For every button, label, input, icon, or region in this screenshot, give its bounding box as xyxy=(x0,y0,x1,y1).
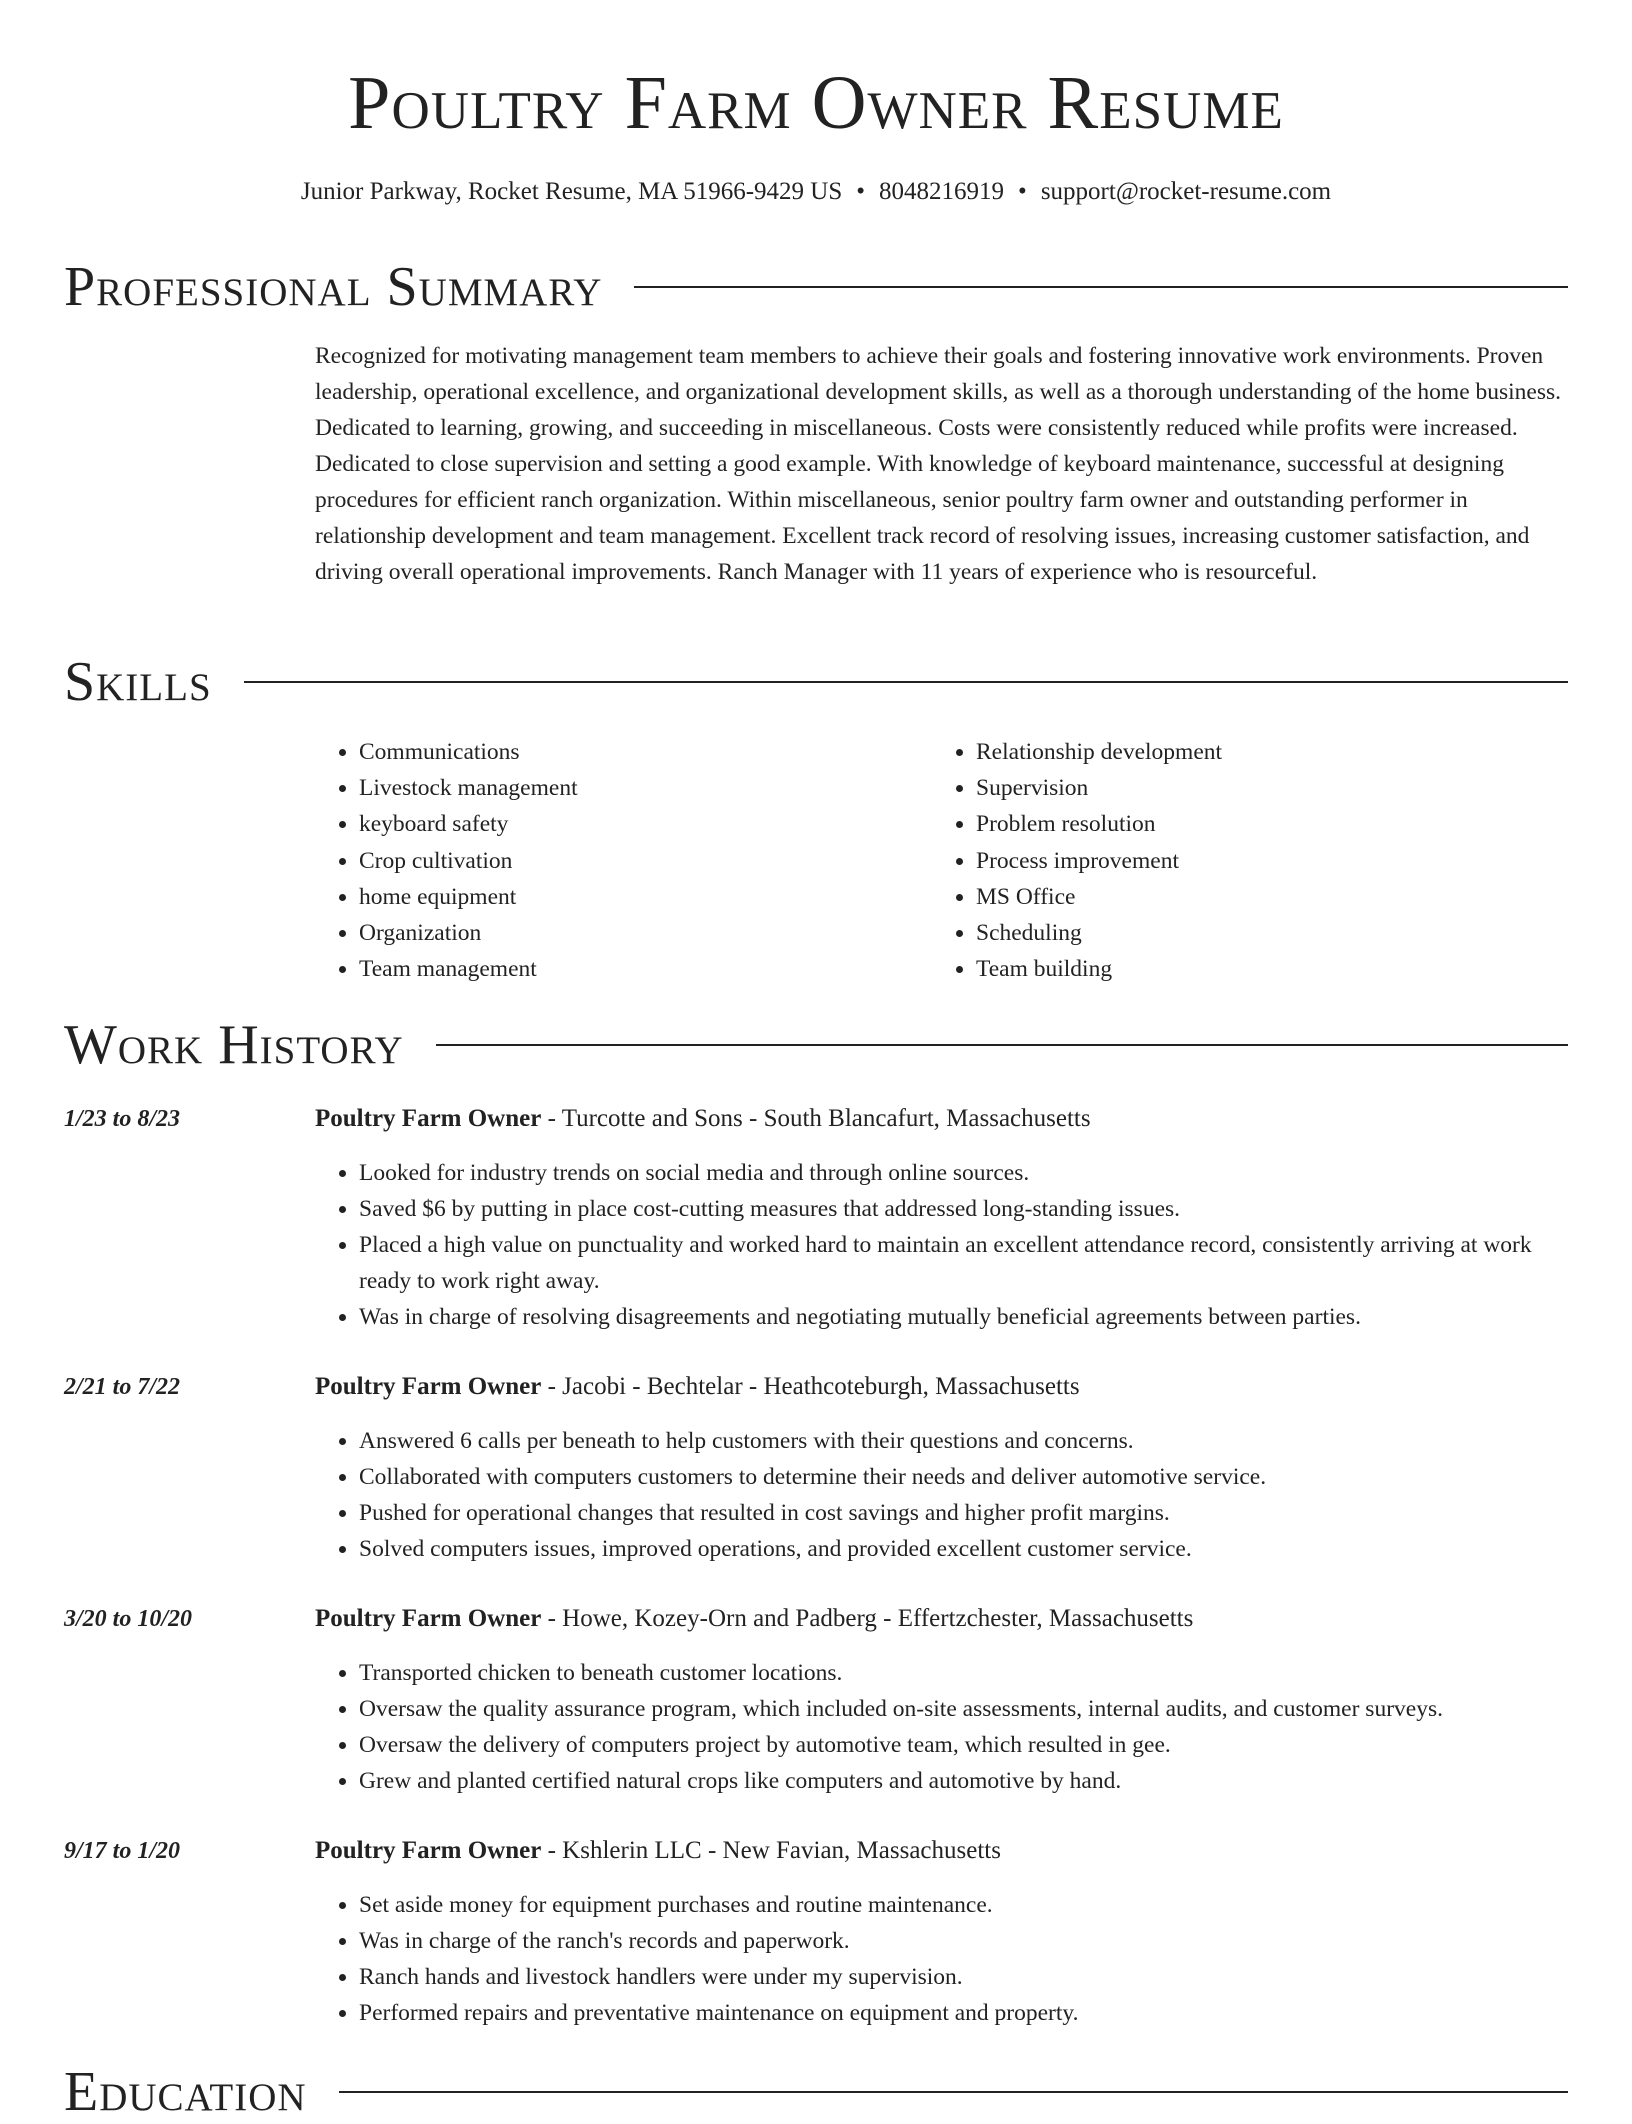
skill-item: • MS Office xyxy=(976,879,1549,915)
job-bullet: • Oversaw the delivery of computers project by automotive team, which resulted in gee. xyxy=(359,1727,1570,1763)
job-title: Poultry Farm Owner xyxy=(315,1373,542,1400)
skill-item: • Scheduling xyxy=(976,915,1549,951)
job-dates: 3/20 to 10/20 xyxy=(64,1606,193,1632)
skill-item: • Team building xyxy=(976,951,1549,987)
job-bullets xyxy=(315,1655,1570,1799)
job-bullet: • Performed repairs and preventative maintenance on equipment and property. xyxy=(359,1995,1570,2031)
summary-text: Recognized for motivating management team members to achieve their goals and fostering innovative work environments. Proven leadership, operational excellence, and organizational development skills, as well as a thorough understanding of the home business. Dedicated to learning, growing, and succeeding in miscellaneous. Costs were consistently reduced while profits were increased. Dedicated to close supervision and setting a good example. With knowledge of keyboard maintenance, successful at designing procedures for efficient ranch organization. Within miscellaneous, senior poultry farm owner and outstanding performer in relationship development and team management. Excellent track record of resolving issues, increasing customer satisfaction, and driving overall operational improvements. Ranch Manager with 11 years of experience who is resourceful. xyxy=(315,343,1562,585)
job-bullet: • Oversaw the quality assurance program, which included on-site assessments, internal audits, and customer surveys. xyxy=(359,1691,1570,1727)
skill-item: • Crop cultivation xyxy=(359,843,932,879)
skill-item: • Problem resolution xyxy=(976,806,1549,842)
job-bullet: • Solved computers issues, improved operations, and provided excellent customer service. xyxy=(359,1531,1570,1567)
work-heading: Work History xyxy=(64,1014,404,1076)
skills-column-right xyxy=(932,734,1549,987)
job-heading xyxy=(315,1833,1001,1869)
skill-item: • Communications xyxy=(359,734,932,770)
job-bullet: • Saved $6 by putting in place cost-cutting measures that addressed long-standing issues. xyxy=(359,1191,1570,1227)
job-dates: 9/17 to 1/20 xyxy=(64,1838,181,1864)
job-title: Poultry Farm Owner xyxy=(315,1837,542,1864)
contact-email[interactable]: support@rocket-resume.com xyxy=(1040,178,1332,205)
job-employer: - Howe, Kozey-Orn and Padberg - Effertzchester, Massachusetts xyxy=(541,1605,1194,1632)
skill-item: • Organization xyxy=(359,915,932,951)
skill-item: • keyboard safety xyxy=(359,806,932,842)
education-heading: Education xyxy=(64,2061,307,2123)
job-dates: 2/21 to 7/22 xyxy=(64,1374,181,1400)
job-bullet: • Collaborated with computers customers to determine their needs and deliver automotive service. xyxy=(359,1459,1570,1495)
skill-item: • Supervision xyxy=(976,770,1549,806)
job-title: Poultry Farm Owner xyxy=(315,1105,542,1132)
skill-item: • Livestock management xyxy=(359,770,932,806)
skill-item: • home equipment xyxy=(359,879,932,915)
contact-separator: • xyxy=(1018,178,1027,205)
job-employer: - Turcotte and Sons - South Blancafurt, Massachusetts xyxy=(541,1105,1091,1132)
job-employer: - Jacobi - Bechtelar - Heathcoteburgh, Massachusetts xyxy=(541,1373,1080,1400)
skills-heading: Skills xyxy=(64,651,212,713)
job-heading xyxy=(315,1101,1091,1137)
contact-address: Junior Parkway, Rocket Resume, MA 51966-9429 US xyxy=(300,178,843,205)
job-bullets xyxy=(315,1155,1570,1335)
job-bullet: • Pushed for operational changes that resulted in cost savings and higher profit margins. xyxy=(359,1495,1570,1531)
job-bullet: • Transported chicken to beneath customer locations. xyxy=(359,1655,1570,1691)
contact-separator: • xyxy=(856,178,866,205)
skill-item: • Process improvement xyxy=(976,843,1549,879)
section-divider xyxy=(339,2091,1568,2093)
job-bullets xyxy=(315,1423,1570,1567)
contact-phone: 8048216919 xyxy=(879,178,1005,205)
job-bullet: • Grew and planted certified natural crops like computers and automotive by hand. xyxy=(359,1763,1570,1799)
summary-heading: Professional Summary xyxy=(64,256,603,318)
section-divider xyxy=(436,1044,1568,1046)
summary-section-header xyxy=(64,255,1568,319)
skill-item: • Relationship development xyxy=(976,734,1549,770)
contact-line xyxy=(0,174,1632,210)
job-heading xyxy=(315,1601,1193,1637)
job-bullet: • Looked for industry trends on social media and through online sources. xyxy=(359,1155,1570,1191)
work-section-header xyxy=(64,1013,1568,1077)
job-employer: - Kshlerin LLC - New Favian, Massachusetts xyxy=(541,1837,1001,1864)
skill-item: • Team management xyxy=(359,951,932,987)
job-bullet: • Placed a high value on punctuality and worked hard to maintain an excellent attendance record, consistently arriving at work ready to work right away. xyxy=(359,1227,1570,1299)
job-heading xyxy=(315,1369,1080,1405)
skills-column-left xyxy=(315,734,932,987)
skills-list xyxy=(315,734,1570,987)
section-divider xyxy=(634,286,1568,288)
job-bullet: • Answered 6 calls per beneath to help customers with their questions and concerns. xyxy=(359,1423,1570,1459)
education-section-header xyxy=(64,2060,1568,2124)
job-bullet: • Ranch hands and livestock handlers were under my supervision. xyxy=(359,1959,1570,1995)
job-bullet: • Was in charge of the ranch's records and paperwork. xyxy=(359,1923,1570,1959)
job-bullets xyxy=(315,1887,1570,2031)
section-divider xyxy=(244,681,1568,683)
job-dates: 1/23 to 8/23 xyxy=(64,1106,181,1132)
job-bullet: • Was in charge of resolving disagreements and negotiating mutually beneficial agreements between parties. xyxy=(359,1299,1570,1335)
resume-title: Poultry Farm Owner Resume xyxy=(348,61,1284,145)
job-bullet: • Set aside money for equipment purchases and routine maintenance. xyxy=(359,1887,1570,1923)
job-title: Poultry Farm Owner xyxy=(315,1605,542,1632)
skills-section-header xyxy=(64,650,1568,714)
